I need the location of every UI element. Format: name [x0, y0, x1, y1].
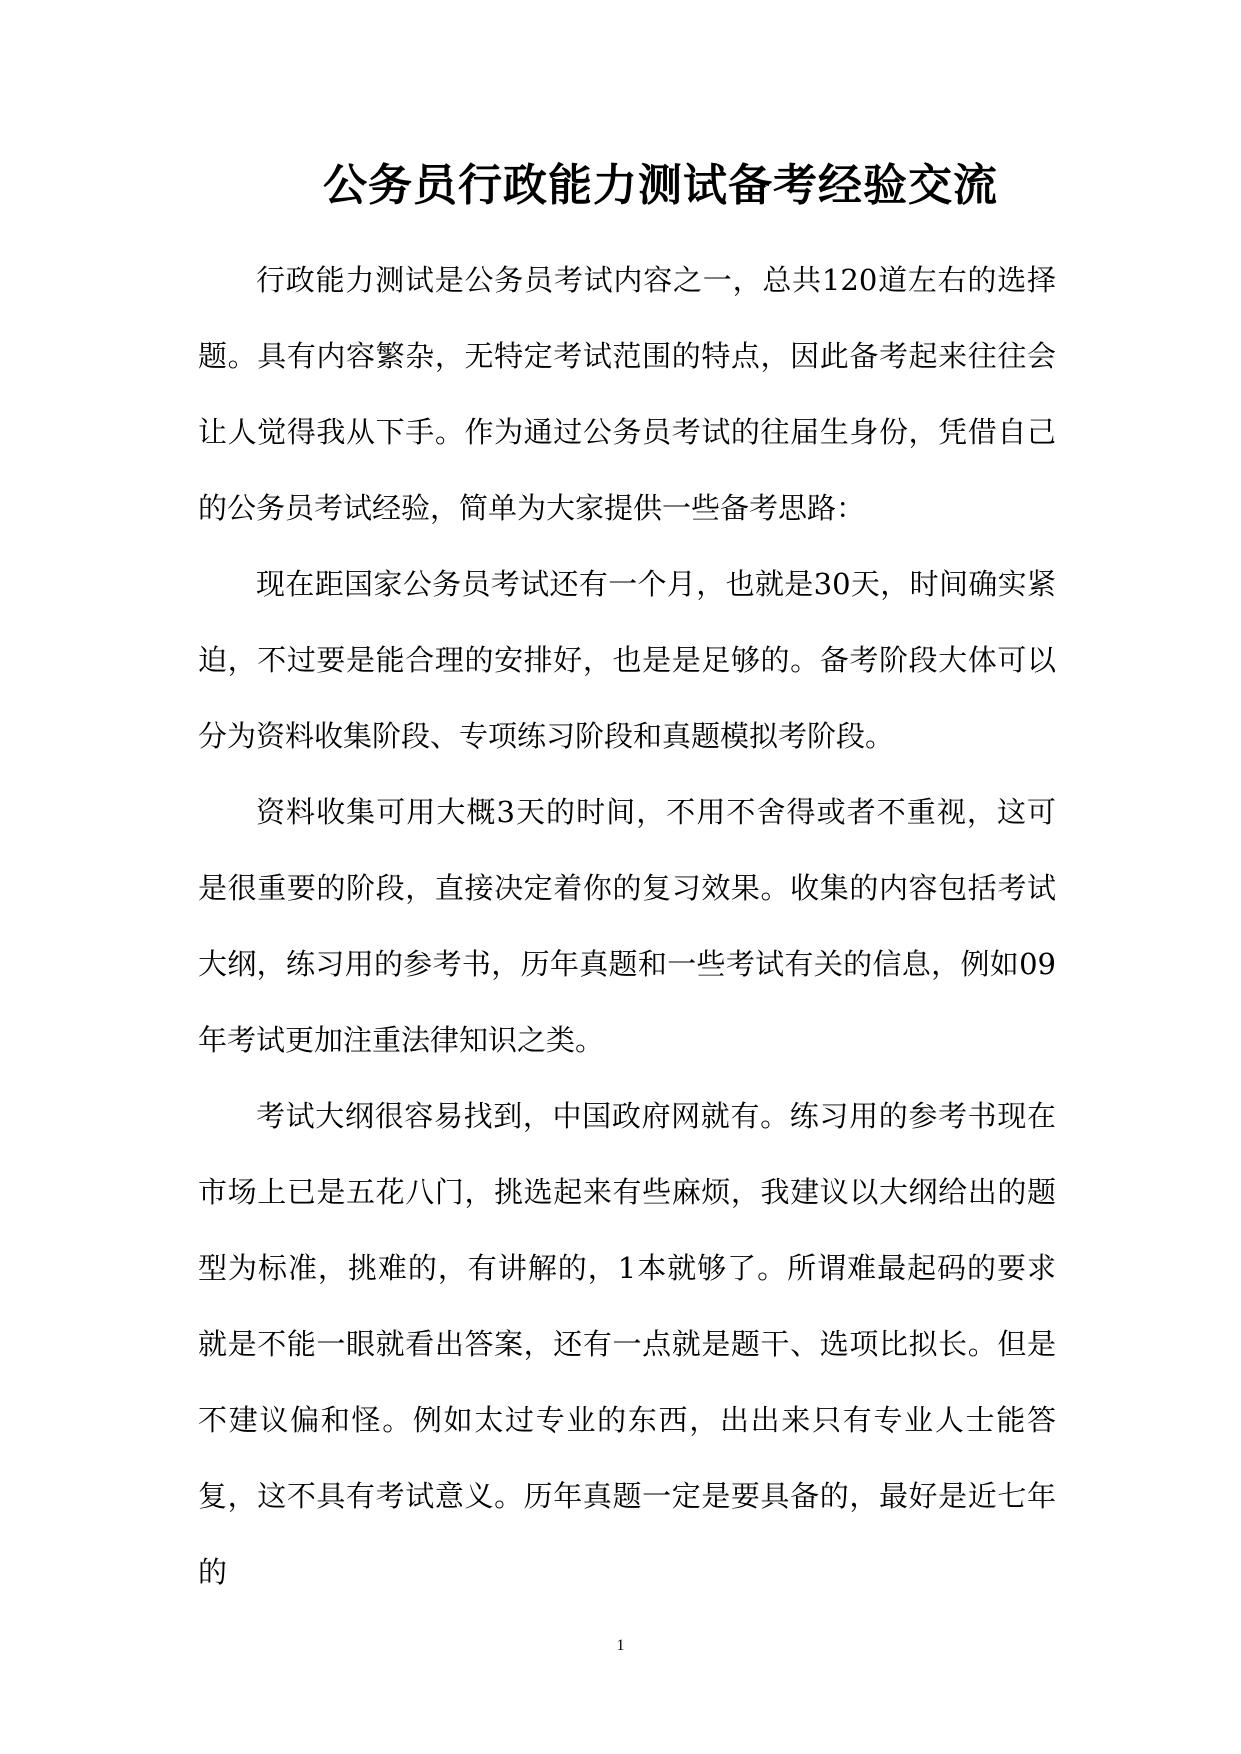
page-number: 1: [616, 1637, 625, 1654]
paragraph-3: 资料收集可用大概3天的时间，不用不舍得或者不重视，这可是很重要的阶段，直接决定着你的复习效果。收集的内容包括考试大纲，练习用的参考书，历年真题和一些考试有关的信息，例如09年考试更加注重法律知识之类。: [198, 795, 1056, 1057]
paragraph-2: 现在距国家公务员考试还有一个月，也就是30天，时间确实紧迫，不过要是能合理的安排好，也是是足够的。备考阶段大体可以分为资料收集阶段、专项练习阶段和真题模拟考阶段。: [198, 567, 1056, 753]
paragraph-1: 行政能力测试是公务员考试内容之一，总共120道左右的选择题。具有内容繁杂，无特定考试范围的特点，因此备考起来往往会让人觉得我从下手。作为通过公务员考试的往届生身份，凭借自己的公务员考试经验，简单为大家提供一些备考思路：: [198, 263, 1056, 525]
document-title: 公务员行政能力测试备考经验交流: [323, 160, 998, 211]
document-body: [198, 242, 1056, 1610]
paragraph-4: 考试大纲很容易找到，中国政府网就有。练习用的参考书现在市场上已是五花八门，挑选起来有些麻烦，我建议以大纲给出的题型为标准，挑难的，有讲解的，1本就够了。所谓难最起码的要求就是不能一眼就看出答案，还有一点就是题干、选项比拟长。但是不建议偏和怪。例如太过专业的东西，出出来只有专业人士能答复，这不具有考试意义。历年真题一定是要具备的，最好是近七年的: [198, 1099, 1056, 1589]
